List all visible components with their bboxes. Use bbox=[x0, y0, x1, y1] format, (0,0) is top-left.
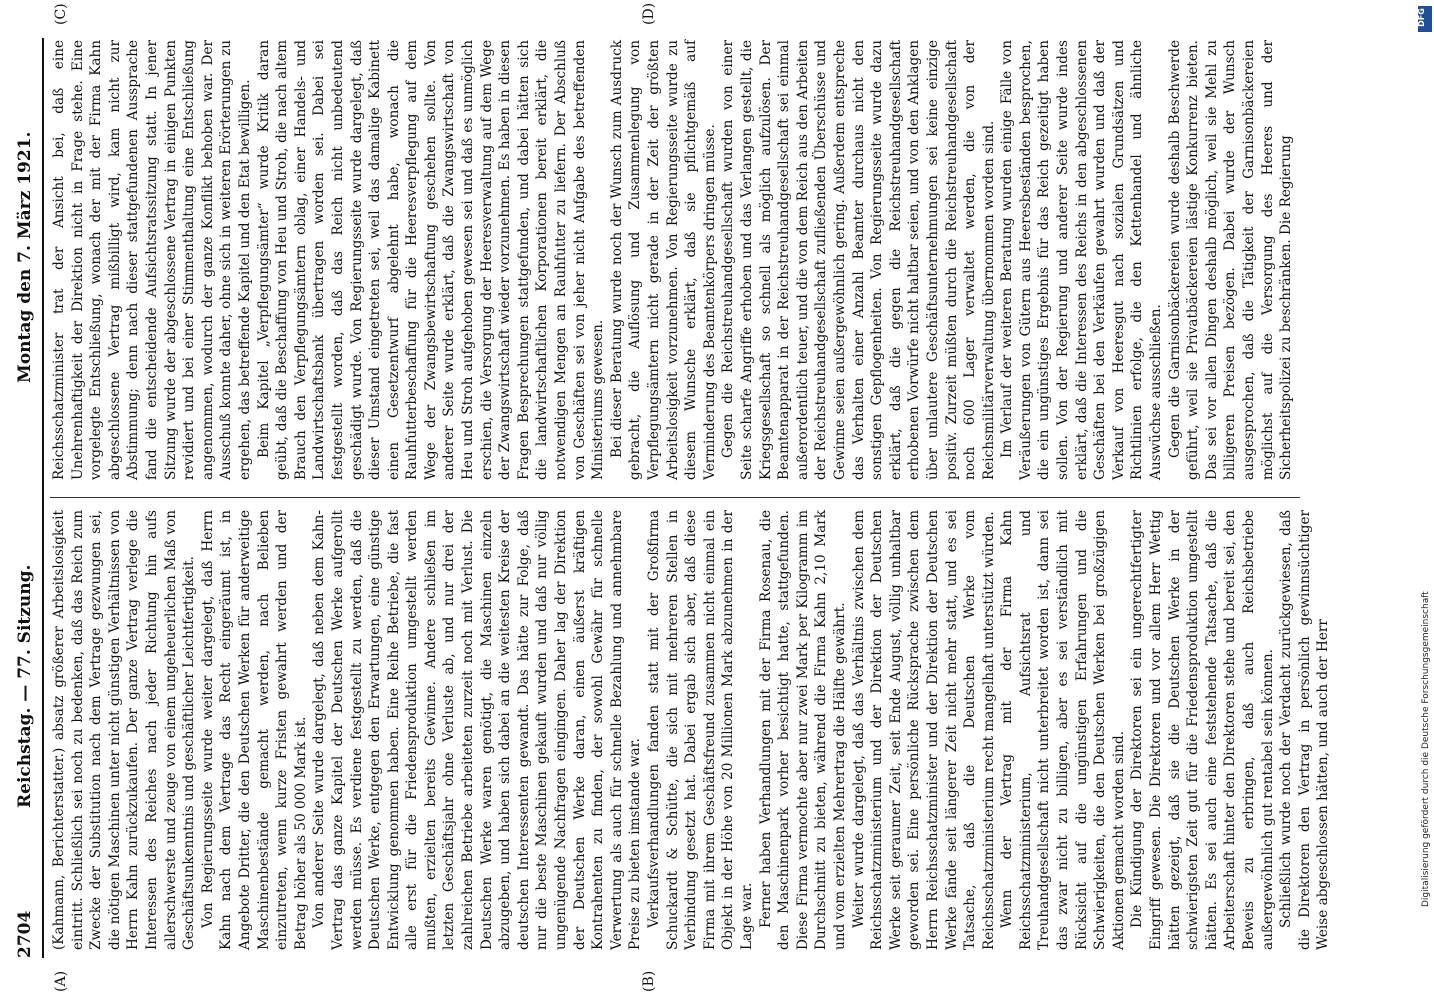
paragraph: Weiter wurde dargelegt, daß das Verhältnis zwischen dem Reichsschatzministerium und der Direktion der Deutschen Werke seit geraumer Zeit, seit Ende August, völlig unhaltbar geworden sei. Eine persönliche Rücksprache zwischen dem Herrn Reichsschatzminister und der Direktion der Deutschen Werke fände seit längerer Zeit nicht mehr statt, und es sei Tatsache, daß die Deutschen Werke vom Reichsschatzministerium recht mangelhaft unterstützt würden. bbox=[850, 510, 997, 950]
right-column bbox=[50, 40, 1296, 480]
digitization-note-text: Digitalisierung gefördert durch die Deutsche Forschungsgemeinschaft bbox=[1421, 591, 1431, 907]
paragraph: Beim Kapitel „Verpflegungsämter“ wurde Kritik daran geübt, daß die Beschaffung von Heu und Stroh, die nach altem Brauch den Verpflegungsämtern oblag, einer Handels- und Landwirtschaftsbank übertragen worden sei. Dabei sei festgestellt worden, daß das Reich nicht unbedeutend geschädigt wurde. Von Regierungsseite wurde dargelegt, daß dieser Umstand eingetreten sei, weil das damalige Kabinett einen Gesetzentwurf abgelehnt habe, wonach die Rauhfutterbeschaffung für die Heeresverpflegung auf dem Wege der Zwangsbewirtschaftung geschehen sollte. Von anderer Seite wurde erklärt, daß die Zwangswirtschaft von Heu und Stroh aufgehoben gewesen sei und daß es unmöglich erschien, die Versorgung der Heeresverwaltung auf dem Wege der Zwangswirtschaft wieder vorzunehmen. Es haben in diesen Fragen Besprechungen stattgefunden, und dabei hätten sich die landwirtschaftlichen Korporationen bereit erklärt, die notwendigen Mengen an Rauhfutter zu liefern. Der Abschluß von Geschäften sei von jeher nicht Aufgabe des betreffenden Ministeriums gewesen. bbox=[255, 40, 607, 480]
paragraph: Bei dieser Beratung wurde noch der Wunsch zum Ausdruck gebracht, die Auflösung und Zusammenlegung von Verpflegungsämtern nicht gerade in der Zeit der größten Arbeitslosigkeit vorzunehmen. Von Regierungsseite wurde zu diesem Wunsche erklärt, daß sie pflichtgemäß auf Verminderung des Beamtenkörpers dringen müsse. bbox=[608, 40, 718, 480]
paragraph: Ferner haben Verhandlungen mit der Firma Rosenau, die den Maschinenpark vorher besichtigt hatte, stattgefunden. Diese Firma vermochte aber nur zwei Mark per Kilogramm im Durchschnitt zu bieten, während die Firma Kahn 2,10 Mark und vom erzielten Mehrertrag die Hälfte gewährt. bbox=[757, 510, 848, 950]
session-date: Montag den 7. März 1921. bbox=[15, 131, 35, 383]
paragraph: Reichsschatzminister trat der Ansicht bei, daß eine Unehrenhaftigkeit der Direktion nicht in Frage stehe. Eine vorgelegte Entschließung, wonach der mit der Firma Kahn abgeschlossene Vertrag mißbilligt wird, kam nicht zur Abstimmung; denn nach dieser stattgefundenen Aussprache fand die entscheidende Aufsichtsratssitzung statt. In jener Sitzung wurde der abgeschlossene Vertrag in einigen Punkten revidiert und bei einer Stimmenthaltung eine Entschließung angenommen, wodurch der ganze Konflikt behoben war. Der Ausschuß konnte daher, ohne sich in weiteren Erörterungen zu ergehen, das betreffende Kapitel und den Etat bewilligen. bbox=[51, 40, 253, 480]
digitization-note bbox=[1418, 10, 1434, 1000]
paragraph: Von Regierungsseite wurde weiter dargelegt, daß Herrn Kahn nach dem Vertrage das Recht eingeräumt ist, in Angebote Dritter, die den Deutschen Werken für anderweitige Maschinenbestände gemacht werden, nach Belieben einzutreten, wenn kurze Fristen gewahrt werden und der Betrag höher als 50 000 Mark ist. bbox=[199, 510, 309, 950]
page-header bbox=[10, 38, 40, 958]
paragraph: Von anderer Seite wurde dargelegt, daß neben dem Kahn-Vertrag das ganze Kapitel der Deutschen Werke aufgerollt werden müsse. Es verdiene festgestellt zu werden, daß die Deutschen Werke, entgegen den Erwartungen, eine günstige Entwicklung genommen haben. Eine Reihe Betriebe, die fast alle erst für die Friedensproduktion umgestellt werden mußten, erzielten bereits Gewinne. Andere schließen im letzten Geschäftsjahr ohne Verluste ab, und nur drei der zahlreichen Betriebe arbeiteten zurzeit noch mit Verlust. Die Deutschen Werke waren genötigt, die Maschinen einzeln abzugeben, und haben sich dabei an die weitesten Kreise der deutschen Interessenten gewandt. Das hätte zur Folge, daß nur die beste Maschinen gekauft wurden und daß nur völlig ungenügende Nachfragen eingingen. Daher lag der Direktion der Deutschen Werke daran, einen äußerst kräftigen Kontrahenten zu finden, der sowohl Gewähr für schnelle Verwertung als auch für schnelle Bezahlung und annehmbare Preise zu bieten imstande war. bbox=[311, 510, 644, 950]
margin-marker-d: (D) bbox=[641, 2, 657, 25]
header-rule bbox=[42, 38, 44, 958]
margin-marker-c: (C) bbox=[53, 3, 69, 25]
paragraph: Verkaufsverhandlungen fanden statt mit der Großfirma Schuckardt & Schütte, die sich mit mehreren Stellen in Verbindung gesetzt hat. Dabei ergab sich aber, daß diese Firma mit ihrem Geschäftsfreund zusammen nicht einmal ein Objekt in der Höhe von 20 Millionen Mark abzunehmen in der Lage war. bbox=[646, 510, 755, 950]
paragraph: (Kahmann, Berichterstatter.) absatz größerer Arbeitslosigkeit eintritt. Schließlich sei noch zu bedenken, daß das Reich zum Zwecke der Substitution nach dem Vertrage gezwungen sei, die nötigen Maschinen unter nicht günstigen Verhältnissen von Herrn Kahn zurückzukaufen. Der ganze Vertrag verlege die Interessen des Reiches nach jeder Richtung hin aufs allerschwerste und zeuge von einem ungeheuerlichen Maß von Geschäftsunkenntnis und geschäftlicher Leichtfertigkeit. bbox=[51, 510, 198, 950]
page-number: 2704 bbox=[15, 910, 35, 958]
margin-marker-a: (A) bbox=[53, 970, 69, 992]
paragraph: Im Verlauf der weiteren Beratung wurden einige Fälle von Veräußerungen von Gütern aus Heeresbeständen besprochen, die ein ungünstiges Ergebnis für das Reich gezeitigt haben sollen. Von der Regierung und anderer Seite wurde indes erklärt, daß die Interessen des Reichs in den abgeschlossenen Geschäften bei den Verkäufen gewahrt wurden und daß der Verkauf von Heeresgut nach sozialen Grundsätzen und Richtlinien erfolge, die den Kettenhandel und ähnliche Auswüchse ausschließen. bbox=[999, 40, 1165, 480]
paragraph: Gegen die Reichstreuhandgesellschaft wurden von einer Seite scharfe Angriffe erhoben und das Verlangen gestellt, die Kriegsgesellschaft so schnell als möglich aufzulösen. Der Beamtenapparat in der Reichstreuhandgesellschaft sei einmal außerordentlich teuer, und die von dem Reich aus den Arbeiten der Reichstreuhandgesellschaft zufließenden Überschüsse und Gewinne seien außergewöhnlich gering. Außerdem entspreche das Verhalten einer Anzahl Beamter durchaus nicht den sonstigen Gepflogenheiten. Von Regierungsseite wurde dazu erklärt, daß die gegen die Reichstreuhandgesellschaft erhobenen Vorwürfe nicht haltbar seien, und von den Anklagen über unlautere Geschäftsunternehmungen sei keine einzige positiv. Zurzeit müßten durch die Reichstreuhandgesellschaft noch 600 Lager verwaltet werden, die von der Reichsmilitärverwaltung übernommen worden sind. bbox=[720, 40, 997, 480]
paragraph: Schließlich wurde noch der Verdacht zurückgewiesen, daß die Direktoren den Vertrag in persönlich gewinnsüchtiger Weise abgeschlossen hätten, und auch der Herr bbox=[1278, 510, 1332, 950]
dfg-logo-text: DFG bbox=[1416, 8, 1426, 27]
left-column bbox=[50, 510, 1333, 950]
paragraph: Gegen die Garnisonbäckereien wurde deshalb Beschwerde geführt, weil sie Privatbäckereien lästige Konkurrenz bieten. Das sei vor allen Dingen deshalb möglich, weil sie Mehl zu billigeren Preisen bezögen. Dabei wurde der Wunsch ausgesprochen, daß die Tätigkeit der Garnisonbäckereien möglichst auf die Versorgung des Heeres und der Sicherheitspolizei zu beschränken. Die Regierung bbox=[1166, 40, 1295, 480]
margin-marker-b: (B) bbox=[641, 970, 657, 992]
paragraph: Wenn der Vertrag mit der Firma Kahn Reichsschatzministerium, Aufsichtsrat und Treuhandgesellschaft nicht unterbreitet worden ist, dann sei das zwar nicht zu billigen, aber es sei verständlich mit Rücksicht auf die ungünstigen Erfahrungen und die Schwierigkeiten, die den Deutschen Werken bei großzügigen Aktionen gemacht worden sind. bbox=[999, 510, 1127, 950]
column-divider bbox=[50, 497, 1300, 498]
session-title: Reichstag. — 77. Sitzung. bbox=[15, 564, 35, 808]
paragraph: Die Kündigung der Direktoren sei ein ungerechtfertigter Eingriff gewesen. Die Direktoren und vor allem Herr Wettig hätten gezeigt, daß sie die Deutschen Werke in der schwierigsten Zeit gut für die Friedensproduktion umgestellt hätten. Es sei auch eine feststehende Tatsache, daß die Arbeiterschaft hinter den Direktoren stehe und bereit sei, den Beweis zu erbringen, daß auch Reichsbetriebe außergewöhnlich gut rentabel sein können. bbox=[1129, 510, 1276, 950]
